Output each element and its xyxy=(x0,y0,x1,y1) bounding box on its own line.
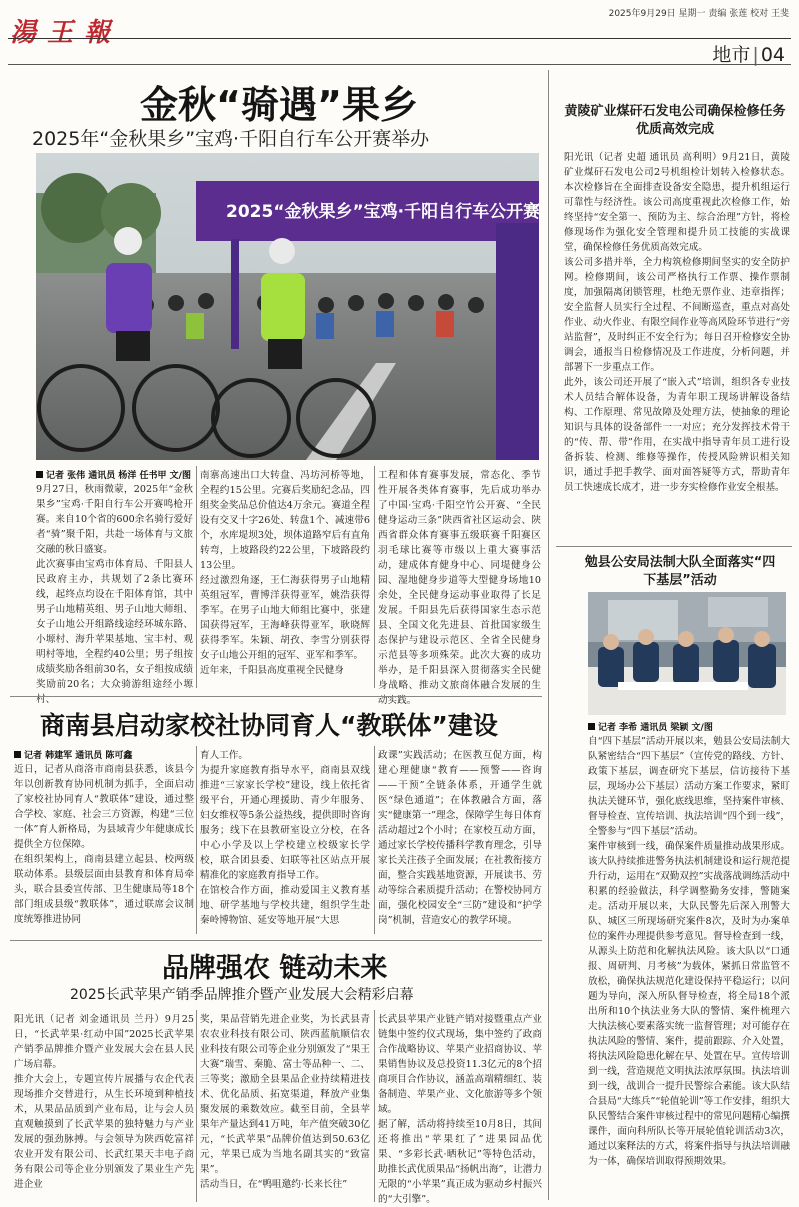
story5-column-1: 阳光讯（记者 刘金通讯员 兰丹）9月25日，“长武苹果·红动中国”2025长武苹果产销季品牌推介暨产业发展大会在县人民广场启幕。 推介大会上，专题宣传片展播与农企代表现场推介交替进行，从生长环境到种植技术，从果品品质到产业布局，让与会人员直观触摸到了长武苹果的独特魅力与产业发展的强劲脉搏。与会领导为陕西乾富祥农业开发有限公司、长武红果天丰电子商务有限公司等企业分别颁发了果业生产先进企业 xyxy=(14,1014,194,1190)
cycling-race-photo xyxy=(36,153,539,460)
newspaper-logo: 湯 王 報 xyxy=(10,18,112,48)
section-name: 地市 xyxy=(712,44,751,66)
column-divider xyxy=(374,1010,375,1202)
story3-byline-text: 记者 李希 通讯员 梁颖 文/图 xyxy=(598,723,713,733)
date-line: 2025年9月29日 星期一 责编 张莲 校对 王斐 xyxy=(608,9,789,19)
story1-byline xyxy=(36,468,191,481)
story4-title: 商南县启动家校社协同育人“教联体”建设 xyxy=(40,711,498,740)
story2-title: 黄陵矿业煤矸石发电公司确保检修任务优质高效完成 xyxy=(564,104,786,137)
story4-byline xyxy=(14,748,132,761)
story4-column-2: 育人工作。 为提升家庭教育指导水平，商南县双线推进“三家家长学校”建设，线上依托省级平台，开通心理援助、青少年服务、妇女维权等5条公益热线，提供即时咨询服务；线下在县教研室设立分校，在各中心小学及以上学校建立校级家长学校，联合团县委、妇联等社区站点开展精准化的家庭教育指导工作。 在馆校合作方面，推动爱国主义教育基地、研学基地与学校共建，组织学生赴秦岭博物馆、延安等地开展“大思 xyxy=(200,750,370,926)
story1-column-3: 工程和体育赛事发展，常态化、季节性开展各类体育赛事，先后成功举办了中国·宝鸡·千阳空竹公开赛、“全民健身运动三条”陕西省社区运动会、陕西省群众体育赛事五级联赛千阳赛区羽毛球比赛等市级以上重大赛事活动，建成体育健身中心、同堤健身公园、湿地健身步道等大型健身场地10余处，全民健身运动事业取得了长足发展。千阳县先后获得国家生态示范县、全国文化先进县、首批国家级生态保护与建设示范区、全省全民健身示范县等多项殊荣。此次大赛的成功举办，是千阳县深入贯彻落实全民健身战略、推动文旅商体融合发展的生动实践。 xyxy=(378,470,541,706)
story3-body: 自“四下基层”活动开展以来，勉县公安局法制大队紧密结合“四下基层”（宣传党的路线、方针、政策下基层，调查研究下基层，信访接待下基层，现场办公下基层）活动方案工作要求，紧盯执法关键环节，强化底线思维，坚持案件审核、督导检查、宣传培训、执法培训“四个到一线”，全警参与“四下基层”活动。 案件审核到一线，确保案件质量推动战果形成。该大队持续推进警务执法机制建设和运行规范提升行动，运用在“双勤双控”实战落战调练活动中积累的经验做法，科学调整勤务安排，警随案走。活动开展以来，大队民警先后深入刑警大队、城区三所现场研究案件8次，及时为办案单位的案件办理提供参考意见。督导检查到一线，从源头上防范和化解执法风险。该大队以“口通报、周研判、月考核”为载体，紧抓日常监管不放松，确保执法规范化建设保持平稳运行；以问题为导向，深入所队督导检查，将全局18个派出所和10个执法业务大队的警情、案件梳理六大执法核心要素落实统一监督管理；对可能存在执法风险的警情、案件，提前跟踪、介入处置，将执法风险隐患化解在早、处置在早。宣传培训到一线，营造规范文明执法浓厚氛围。执法培训到一线，战训合一提升民警综合素能。该大队结合县局“大练兵”“轮值轮训”等工作安排，组织大队民警结合案件审核过程中的常见问题精心编撰课件，面向科所队长等开展轮值轮训活动3次，通过以案释法的方式，将案件指导与执法培训融为一体，确保培训取得预期效果。 xyxy=(588,736,790,1167)
story-divider xyxy=(10,940,542,941)
column-divider xyxy=(196,746,197,934)
masthead xyxy=(0,0,799,68)
story-divider xyxy=(556,546,792,547)
story3-byline xyxy=(588,720,713,733)
section-divider xyxy=(8,64,791,65)
story-divider xyxy=(10,696,542,697)
story4-column-3: 政课”实践活动；在医教互促方面，构建心理健康“教育——预警——咨询——干预”全链条体系，开通学生就医“绿色通道”；在体教融合方面，落实“健康第一”理念，保障学生每日体育活动超过2个小时；在家校互动方面，通过家长学校传播科学教育理念，引导家长关注孩子全面发展；在社教衔接方面，整合实践基地资源，开展读书、劳动等综合素质提升活动；在警校协同方面，强化校园安全“三防”建设和“护学岗”机制，营造安心的教学环境。 xyxy=(378,750,542,926)
story3-title: 勉县公安局法制大队全面落实“四下基层”活动 xyxy=(584,555,776,588)
top-divider xyxy=(8,38,791,39)
column-divider xyxy=(196,466,197,688)
story4-column-1: 近日，记者从商洛市商南县获悉，该县今年以创新教育协同机制为抓手，全面启动了家校社协同育人“教联体”建设，通过整合学校、家庭、社会三方资源，构建“三位一体”育人新格局，为县域青少年健康成长提供全方位保障。 在组织架构上，商南县建立起县、校两级联动体系。县级层面由县教育和体育局牵头，联合县委宣传部、卫生健康局等18个部门组成县级“教联体”，通过联席会议制度统筹推进协同 xyxy=(14,764,194,925)
race-banner-text: 2025“金秋果乡”宝鸡·千阳自行车公开赛 xyxy=(226,202,541,222)
story2-body: 阳光讯（记者 史超 通讯员 高利明）9月21日，黄陵矿业煤矸石发电公司2号机组检计划转入检修状态。本次检修旨在全面排查设备安全隐患，提升机组运行可靠性与经济性。该公司高度重视此次检修工作，始终坚持“安全第一、预防为主、综合治理”方针，将检修现场作为强化安全管理和提升员工技能的实战课堂，确保检修任务优质高效完成。 该公司多措并举，全力构筑检修期间坚实的安全防护网。检修期间，该公司严格执行工作票、操作票制度，加强隔离闭锁管理，杜绝无票作业、违章指挥；安全监督人员实行全过程、不间断巡查，重点对高处作业、动火作业、有限空间作业等高风险环节进行“旁站监督”，及时纠正不安全行为；每日召开检修安全协调会，通报当日检修情况及工作进度，分析问题，并部署下一步重点工作。 此外，该公司还开展了“嵌入式”培训，组织各专业技术人员结合解体设备，为青年职工现场讲解设备结构、工作原理、常见故障及处理方法，使抽象的理论知识与具体的设备部件一一对应；充分发挥技术骨干的“传、帮、带”作用，在实战中指导青年员工进行设备拆装、检测、维修等操作，传授风险辨识相关知识，通过手把手教学、面对面答疑等方式，帮助青年员工快速成长成才，进一步夯实检修作业安全根基。 xyxy=(564,152,790,493)
column-divider xyxy=(374,466,375,688)
page-number: 04 xyxy=(760,44,785,66)
story5-title: 品牌强农 链动未来 xyxy=(162,953,388,984)
column-divider xyxy=(374,746,375,934)
story1-column-2: 南寨高速出口大转盘、冯坊河桥等地，全程约15公里。完赛后奖励纪念品，四组奖金奖品总价值达4万余元。赛道全程设有交叉十字26处、转盘1个、减速带6个，水库堤坝3处，坝体道路窄后有直角转弯，上坡路段约22公里，下坡路段约13公里。 经过激烈角逐，王仁海获得男子山地精英组冠军，曹博洋获得亚军，姚浩获得季军。在男子山地大师组比赛中，张建国获得冠军，王海峰获得亚军，耿晓辉获得季军。朱颖、胡孜、李雪分别获得女子山地公开组的冠军、亚军和季军。 近年来，千阳县高度重视全民健身 xyxy=(200,470,370,676)
story1-column-1: 9月27日，秋雨微蒙，2025年“金秋果乡”宝鸡·千阳自行车公开赛鸣枪开赛。来自10个省的600余名骑行爱好者“骑”聚千阳，共赴一场体育与文旅交融的秋日盛宴。 此次赛事由宝鸡市体育局、千阳县人民政府主办，共规划了2条比赛环线，起终点均设在千阳体育馆，其中男子山地精英组、男子山地大师组、女子山地公开组路线途经环城东路、小塬村、海升苹果基地、宝丰村、观明村等地，全程约40公里；男子组按成绩奖励各组前30名，女子组按成绩奖励前20名；大众骑游组途经小塬村、 xyxy=(36,484,193,705)
story5-column-3: 长武县苹果产业链产销对接暨重点产业链集中签约仪式现场，集中签约了政商合作战略协议、苹果产业招商协议、苹果销售协议及总投资11.3亿元的8个招商项目合作协议，涵盖高端精细红、装备制造、苹果产业、文化旅游等多个领域。 据了解，活动将持续至10月8日，其间还将推出“苹果红了”进果园品优果、“多彩长武·晒秋记”等特色活动，助推长武优质果品“扬帆出海”，让潜力无限的“小苹果”真正成为驱动乡村振兴的“大引擎”。 xyxy=(378,1014,542,1205)
police-meeting-photo xyxy=(588,592,786,715)
story4-byline-text: 记者 韩建军 通讯员 陈可鑫 xyxy=(24,751,133,761)
story1-byline-text: 记者 张伟 通讯员 杨洋 任书甲 文/图 xyxy=(46,471,191,481)
column-divider xyxy=(196,1010,197,1202)
story5-column-2: 奖，果品营销先进企业奖，为长武县青农农业科技有限公司、陕西蓝航顺信农业科技有限公司等企业分别颁发了“果王大赛”瑞雪、秦脆、富士等品种一、二、三等奖；激励全县果品企业持续精进技术、优化品质、拓宽渠道，释放产业集聚发展的乘数效应。截至目前，全县苹果年产量达到41万吨，年产值突破30亿元，“长武苹果”品牌价值达到50.63亿元，苹果已成为当地名副其实的“致富果”。 活动当日，在“鸭咀邀约·长来长往” xyxy=(200,1014,370,1190)
story1-title: 金秋“骑遇”果乡 xyxy=(140,83,418,127)
story1-subtitle: 2025年“金秋果乡”宝鸡·千阳自行车公开赛举办 xyxy=(32,128,430,150)
sidebar-divider xyxy=(548,70,549,1200)
section-label: 地市 | 04 xyxy=(712,44,785,66)
story5-subtitle: 2025长武苹果产销季品牌推介暨产业发展大会精彩启幕 xyxy=(70,987,414,1003)
